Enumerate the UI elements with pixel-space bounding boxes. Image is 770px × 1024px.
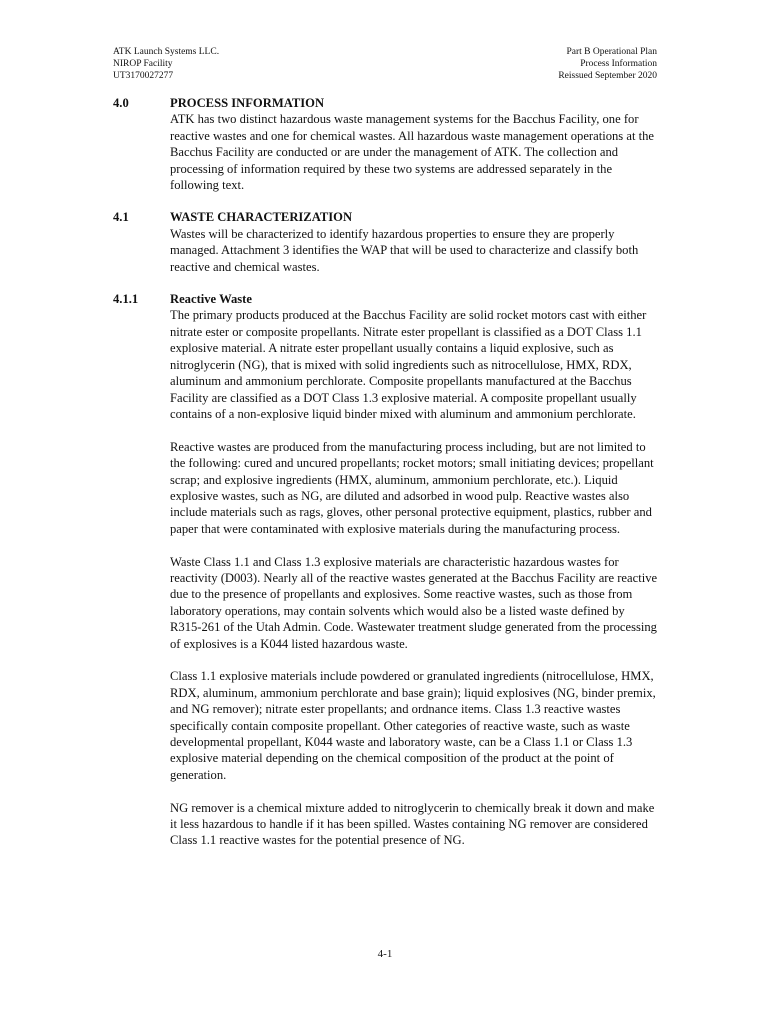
section-title: WASTE CHARACTERIZATION (170, 210, 353, 225)
paragraph: Reactive wastes are produced from the manufacturing process including, but are not limited to the following: cured and uncured propellants; rocket motors; small initiating devices; propellant scrap; and explosive ingredients (HMX, aluminum, ammonium perchlorate, etc.). Liquid explosive wastes, such as NG, are diluted and adsorbed in wood pulp. Reactive wastes also include materials such as rags, gloves, other personal protective equipment, plastics, rubber and paper that were contaminated with explosive materials during the manufacturing process. (170, 439, 654, 536)
section-number: 4.0 (113, 96, 129, 110)
paragraph: ATK has two distinct hazardous waste management systems for the Bacchus Facility, one for reactive wastes and one for chemical wastes. All hazardous waste management operations at the Bacchus Facility are conducted or are under the management of ATK. The collection and processing of information required by these two systems are addressed separately in the following text. (170, 112, 654, 193)
header-facility: NIROP Facility (113, 59, 173, 69)
section-4-1 (113, 209, 659, 275)
paragraph: The primary products produced at the Bacchus Facility are solid rocket motors cast with either nitrate ester or composite propellants. Nitrate ester propellant is classified as a DOT Class 1.1 explosive material. A nitrate ester propellant usually contains a liquid explosive, such as nitroglycerin (NG), that is mixed with solid ingredients such as nitrocellulose, HMX, RDX, aluminum and ammonium perchlorate. Composite propellants manufactured at the Bacchus Facility are classified as a DOT Class 1.3 explosive material. A composite propellant usually contains of a non-explosive liquid binder mixed with aluminum and ammonium perchlorate. (170, 308, 647, 421)
header-id: UT3170027277 (113, 71, 174, 81)
section-number: 4.1 (113, 210, 129, 225)
header-left (113, 46, 219, 82)
section-content (170, 291, 659, 849)
section-content (170, 209, 659, 275)
section-title: Reactive Waste (170, 292, 252, 307)
header-plan: Part B Operational Plan (566, 47, 657, 57)
paragraph: Waste Class 1.1 and Class 1.3 explosive materials are characteristic hazardous wastes for reactivity (D003). Nearly all of the reactive wastes generated at the Bacchus Facility are reactive due to the presence of propellants and explosives. Some reactive wastes, such as those from laboratory operations, may contain solvents which would also be a listed waste defined by R315-261 of the Utah Admin. Code. Wastewater treatment sludge generated from the processing of explosives is a K044 listed hazardous waste. (170, 554, 658, 651)
header-company: ATK Launch Systems LLC. (113, 47, 220, 57)
header-date: Reissued September 2020 (558, 71, 657, 81)
section-title: PROCESS INFORMATION (170, 96, 325, 110)
paragraph: NG remover is a chemical mixture added to nitroglycerin to chemically break it down and make it less hazardous to handle if it has been spilled. Wastes containing NG remover are considered Class 1.1 reactive wastes for the potential presence of NG. (170, 800, 655, 848)
section-4-0 (113, 95, 659, 193)
section-number: 4.1.1 (113, 292, 139, 307)
section-content (170, 95, 659, 193)
header-section: Process Information (580, 59, 657, 69)
section-4-1-1 (113, 291, 659, 849)
paragraph: Class 1.1 explosive materials include powdered or granulated ingredients (nitrocellulose, HMX, RDX, aluminum, ammonium perchlorate and base grain); liquid explosives (NG, binder premix, and NG remover); nitrate ester propellants; and ordnance items. Class 1.3 reactive wastes specifically contain composite propellant. Other categories of reactive waste, such as waste developmental propellant, K044 waste and laboratory waste, can be a Class 1.1 or Class 1.3 explosive material depending on the chemical composition of the product at the point of generation. (170, 669, 656, 782)
header-right (558, 46, 657, 82)
paragraph: Wastes will be characterized to identify hazardous properties to ensure they are properly managed. Attachment 3 identifies the WAP that will be used to characterize and classify both reactive and chemical wastes. (170, 226, 639, 274)
page-number: 4-1 (377, 948, 393, 960)
document-body (113, 95, 659, 865)
